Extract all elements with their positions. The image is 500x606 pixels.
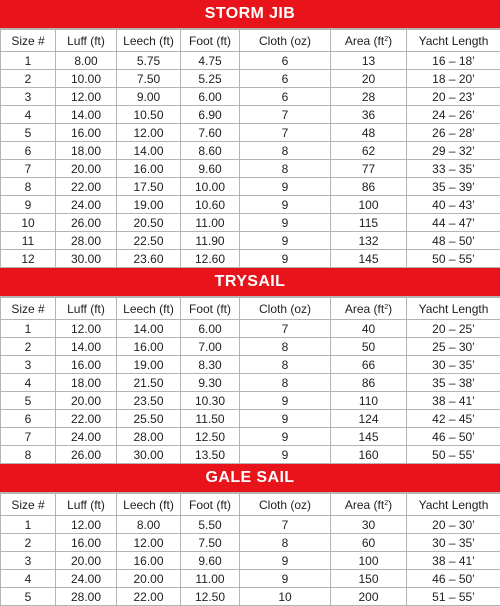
column-header xyxy=(331,30,407,52)
area-unit-exponent: 2 xyxy=(384,304,388,311)
table-cell: 8 xyxy=(1,446,56,464)
table-cell: 14.00 xyxy=(56,106,117,124)
header-row xyxy=(1,298,500,320)
table-cell: 24 – 26’ xyxy=(407,106,500,124)
column-header-label: Luff (ft) xyxy=(67,34,105,48)
column-header-label: Foot (ft) xyxy=(189,34,231,48)
table-cell: 5.75 xyxy=(117,52,181,70)
table-cell: 86 xyxy=(331,178,407,196)
table-cell: 132 xyxy=(331,232,407,250)
table-cell: 7 xyxy=(1,160,56,178)
table-cell: 50 – 55’ xyxy=(407,250,500,268)
table-cell: 6 xyxy=(1,410,56,428)
table-cell: 7 xyxy=(240,516,331,534)
column-header xyxy=(407,298,500,320)
table-row xyxy=(1,534,500,552)
table-cell: 12.00 xyxy=(117,534,181,552)
table-cell: 145 xyxy=(331,250,407,268)
column-header xyxy=(407,30,500,52)
table-cell: 23.50 xyxy=(117,392,181,410)
column-header-label: Cloth (oz) xyxy=(259,34,311,48)
table-cell: 21.50 xyxy=(117,374,181,392)
table-row xyxy=(1,178,500,196)
table-cell: 22.00 xyxy=(56,410,117,428)
table-cell: 17.50 xyxy=(117,178,181,196)
table-cell: 23.60 xyxy=(117,250,181,268)
table-cell: 7 xyxy=(240,320,331,338)
table-cell: 62 xyxy=(331,142,407,160)
table-cell: 30 xyxy=(331,516,407,534)
table-cell: 24.00 xyxy=(56,570,117,588)
table-row xyxy=(1,516,500,534)
table-cell: 11.90 xyxy=(181,232,240,250)
table-cell: 24.00 xyxy=(56,196,117,214)
table-cell: 9 xyxy=(240,392,331,410)
column-header-label: Leech (ft) xyxy=(123,498,174,512)
table-cell: 16.00 xyxy=(117,160,181,178)
column-header xyxy=(181,30,240,52)
table-cell: 12.00 xyxy=(56,516,117,534)
table-cell: 26.00 xyxy=(56,214,117,232)
table-cell: 6 xyxy=(1,142,56,160)
table-row xyxy=(1,552,500,570)
column-header-label: Yacht Length xyxy=(419,302,489,316)
table-cell: 35 – 39’ xyxy=(407,178,500,196)
column-header xyxy=(56,298,117,320)
column-header xyxy=(117,494,181,516)
area-unit-close-paren: ) xyxy=(388,498,392,512)
table-cell: 8.30 xyxy=(181,356,240,374)
table-row xyxy=(1,106,500,124)
table-cell: 28.00 xyxy=(117,428,181,446)
table-row xyxy=(1,570,500,588)
table-cell: 12.00 xyxy=(56,320,117,338)
table-cell: 6.90 xyxy=(181,106,240,124)
table-cell: 8 xyxy=(240,338,331,356)
table-cell: 20 xyxy=(331,70,407,88)
table-cell: 18.00 xyxy=(56,374,117,392)
column-header-label: Yacht Length xyxy=(419,34,489,48)
table-row xyxy=(1,124,500,142)
table-cell: 8 xyxy=(240,374,331,392)
table-cell: 20 – 30’ xyxy=(407,516,500,534)
table-cell: 19.00 xyxy=(117,356,181,374)
column-header-label: Cloth (oz) xyxy=(259,302,311,316)
table-cell: 20 – 25’ xyxy=(407,320,500,338)
table-cell: 16.00 xyxy=(117,552,181,570)
table-cell: 124 xyxy=(331,410,407,428)
table-cell: 8 xyxy=(240,356,331,374)
table-cell: 12.50 xyxy=(181,428,240,446)
column-header-label: Area (ft xyxy=(345,34,384,48)
table-cell: 6 xyxy=(240,52,331,70)
column-header xyxy=(1,494,56,516)
column-header xyxy=(56,30,117,52)
table-cell: 11 xyxy=(1,232,56,250)
column-header xyxy=(1,30,56,52)
table-cell: 160 xyxy=(331,446,407,464)
column-header-label: Luff (ft) xyxy=(67,302,105,316)
table-cell: 20.50 xyxy=(117,214,181,232)
table-cell: 10.00 xyxy=(56,70,117,88)
table-cell: 86 xyxy=(331,374,407,392)
table-cell: 40 – 43’ xyxy=(407,196,500,214)
table-cell: 6.00 xyxy=(181,320,240,338)
table-cell: 35 – 38’ xyxy=(407,374,500,392)
table-cell: 7 xyxy=(240,106,331,124)
table-cell: 8 xyxy=(240,142,331,160)
table-cell: 60 xyxy=(331,534,407,552)
table-cell: 4 xyxy=(1,374,56,392)
section-title-storm-jib: STORM JIB xyxy=(0,0,500,29)
table-cell: 14.00 xyxy=(56,338,117,356)
table-row xyxy=(1,70,500,88)
column-header xyxy=(240,30,331,52)
area-unit-close-paren: ) xyxy=(388,302,392,316)
table-cell: 36 xyxy=(331,106,407,124)
table-cell: 9 xyxy=(240,232,331,250)
table-cell: 20.00 xyxy=(56,552,117,570)
table-cell: 9 xyxy=(1,196,56,214)
column-header-label: Size # xyxy=(11,498,44,512)
column-header-label: Yacht Length xyxy=(419,498,489,512)
table-cell: 10.00 xyxy=(181,178,240,196)
table-cell: 9 xyxy=(240,570,331,588)
table-row xyxy=(1,392,500,410)
table-cell: 19.00 xyxy=(117,196,181,214)
table-cell: 10 xyxy=(240,588,331,606)
table-cell: 6 xyxy=(240,70,331,88)
column-header xyxy=(117,30,181,52)
table-cell: 38 – 41’ xyxy=(407,392,500,410)
table-row xyxy=(1,142,500,160)
spec-table-gale-sail xyxy=(0,493,500,606)
section-title-trysail: TRYSAIL xyxy=(0,268,500,297)
table-row xyxy=(1,88,500,106)
column-header xyxy=(240,298,331,320)
table-cell: 9 xyxy=(240,178,331,196)
table-cell: 46 – 50’ xyxy=(407,570,500,588)
table-cell: 2 xyxy=(1,534,56,552)
table-cell: 7.60 xyxy=(181,124,240,142)
table-cell: 7 xyxy=(240,124,331,142)
table-row xyxy=(1,196,500,214)
table-row xyxy=(1,338,500,356)
column-header-label: Size # xyxy=(11,34,44,48)
table-cell: 9.00 xyxy=(117,88,181,106)
table-cell: 18 – 20’ xyxy=(407,70,500,88)
table-cell: 10 xyxy=(1,214,56,232)
column-header xyxy=(1,298,56,320)
table-cell: 20 – 23’ xyxy=(407,88,500,106)
area-unit-close-paren: ) xyxy=(388,34,392,48)
table-cell: 25.50 xyxy=(117,410,181,428)
column-header-label: Cloth (oz) xyxy=(259,498,311,512)
table-cell: 10.60 xyxy=(181,196,240,214)
table-cell: 33 – 35’ xyxy=(407,160,500,178)
table-cell: 48 – 50’ xyxy=(407,232,500,250)
table-cell: 9 xyxy=(240,428,331,446)
table-row xyxy=(1,160,500,178)
table-cell: 29 – 32’ xyxy=(407,142,500,160)
table-cell: 7.00 xyxy=(181,338,240,356)
table-row xyxy=(1,410,500,428)
table-cell: 51 – 55’ xyxy=(407,588,500,606)
table-cell: 7.50 xyxy=(117,70,181,88)
table-cell: 8 xyxy=(240,534,331,552)
table-cell: 115 xyxy=(331,214,407,232)
column-header-label: Foot (ft) xyxy=(189,302,231,316)
table-cell: 5 xyxy=(1,124,56,142)
table-cell: 9.60 xyxy=(181,160,240,178)
column-header-label: Area (ft xyxy=(345,302,384,316)
table-cell: 11.50 xyxy=(181,410,240,428)
table-cell: 4 xyxy=(1,570,56,588)
table-cell: 25 – 30’ xyxy=(407,338,500,356)
column-header xyxy=(56,494,117,516)
area-unit-exponent: 2 xyxy=(384,500,388,507)
table-row xyxy=(1,356,500,374)
column-header-label: Area (ft xyxy=(345,498,384,512)
table-cell: 9.60 xyxy=(181,552,240,570)
table-cell: 11.00 xyxy=(181,570,240,588)
table-cell: 3 xyxy=(1,88,56,106)
table-cell: 4 xyxy=(1,106,56,124)
table-cell: 5 xyxy=(1,588,56,606)
spec-table-storm-jib xyxy=(0,29,500,268)
table-cell: 2 xyxy=(1,70,56,88)
table-cell: 16.00 xyxy=(117,338,181,356)
table-cell: 8 xyxy=(240,160,331,178)
table-cell: 12.00 xyxy=(56,88,117,106)
table-cell: 8.00 xyxy=(117,516,181,534)
column-header-label: Leech (ft) xyxy=(123,34,174,48)
table-cell: 1 xyxy=(1,320,56,338)
table-cell: 14.00 xyxy=(117,320,181,338)
table-cell: 9 xyxy=(240,196,331,214)
table-cell: 30 – 35’ xyxy=(407,534,500,552)
column-header xyxy=(240,494,331,516)
table-cell: 28 xyxy=(331,88,407,106)
header-row xyxy=(1,30,500,52)
table-cell: 9 xyxy=(240,410,331,428)
column-header-label: Size # xyxy=(11,302,44,316)
table-cell: 12.60 xyxy=(181,250,240,268)
table-cell: 110 xyxy=(331,392,407,410)
column-header-label: Foot (ft) xyxy=(189,498,231,512)
table-cell: 16.00 xyxy=(56,356,117,374)
table-cell: 16.00 xyxy=(56,534,117,552)
table-row xyxy=(1,250,500,268)
column-header xyxy=(407,494,500,516)
table-cell: 3 xyxy=(1,356,56,374)
table-row xyxy=(1,374,500,392)
table-cell: 22.00 xyxy=(117,588,181,606)
table-cell: 28.00 xyxy=(56,588,117,606)
table-cell: 6 xyxy=(240,88,331,106)
table-cell: 13.50 xyxy=(181,446,240,464)
table-cell: 12 xyxy=(1,250,56,268)
table-cell: 46 – 50’ xyxy=(407,428,500,446)
table-cell: 100 xyxy=(331,196,407,214)
table-cell: 24.00 xyxy=(56,428,117,446)
table-cell: 16.00 xyxy=(56,124,117,142)
table-cell: 100 xyxy=(331,552,407,570)
table-cell: 8.60 xyxy=(181,142,240,160)
table-cell: 13 xyxy=(331,52,407,70)
table-cell: 22.50 xyxy=(117,232,181,250)
table-cell: 9 xyxy=(240,552,331,570)
table-cell: 1 xyxy=(1,52,56,70)
table-cell: 4.75 xyxy=(181,52,240,70)
table-cell: 11.00 xyxy=(181,214,240,232)
table-cell: 8 xyxy=(1,178,56,196)
table-row xyxy=(1,232,500,250)
table-cell: 20.00 xyxy=(56,160,117,178)
table-row xyxy=(1,446,500,464)
table-cell: 66 xyxy=(331,356,407,374)
table-cell: 2 xyxy=(1,338,56,356)
area-unit-exponent: 2 xyxy=(384,36,388,43)
table-cell: 14.00 xyxy=(117,142,181,160)
table-row xyxy=(1,214,500,232)
section-title-gale-sail: GALE SAIL xyxy=(0,464,500,493)
table-cell: 26 – 28’ xyxy=(407,124,500,142)
header-row xyxy=(1,494,500,516)
table-cell: 12.50 xyxy=(181,588,240,606)
table-cell: 44 – 47’ xyxy=(407,214,500,232)
table-cell: 20.00 xyxy=(56,392,117,410)
table-cell: 26.00 xyxy=(56,446,117,464)
table-cell: 6.00 xyxy=(181,88,240,106)
column-header-label: Leech (ft) xyxy=(123,302,174,316)
table-cell: 40 xyxy=(331,320,407,338)
table-cell: 38 – 41’ xyxy=(407,552,500,570)
table-cell: 18.00 xyxy=(56,142,117,160)
table-cell: 10.50 xyxy=(117,106,181,124)
table-cell: 20.00 xyxy=(117,570,181,588)
table-cell: 5.25 xyxy=(181,70,240,88)
table-cell: 3 xyxy=(1,552,56,570)
table-cell: 9 xyxy=(240,446,331,464)
table-cell: 200 xyxy=(331,588,407,606)
table-cell: 9 xyxy=(240,214,331,232)
table-row xyxy=(1,320,500,338)
table-cell: 9 xyxy=(240,250,331,268)
table-cell: 22.00 xyxy=(56,178,117,196)
table-cell: 50 – 55’ xyxy=(407,446,500,464)
column-header xyxy=(331,494,407,516)
table-row xyxy=(1,428,500,446)
table-cell: 9.30 xyxy=(181,374,240,392)
table-cell: 8.00 xyxy=(56,52,117,70)
column-header xyxy=(181,494,240,516)
table-cell: 28.00 xyxy=(56,232,117,250)
column-header xyxy=(331,298,407,320)
column-header-label: Luff (ft) xyxy=(67,498,105,512)
table-cell: 145 xyxy=(331,428,407,446)
table-cell: 1 xyxy=(1,516,56,534)
table-cell: 48 xyxy=(331,124,407,142)
table-cell: 50 xyxy=(331,338,407,356)
table-cell: 12.00 xyxy=(117,124,181,142)
table-cell: 7.50 xyxy=(181,534,240,552)
table-cell: 42 – 45’ xyxy=(407,410,500,428)
column-header xyxy=(117,298,181,320)
table-cell: 30.00 xyxy=(117,446,181,464)
table-cell: 30.00 xyxy=(56,250,117,268)
table-cell: 16 – 18’ xyxy=(407,52,500,70)
table-cell: 5 xyxy=(1,392,56,410)
table-row xyxy=(1,52,500,70)
table-cell: 5.50 xyxy=(181,516,240,534)
table-cell: 7 xyxy=(1,428,56,446)
table-cell: 77 xyxy=(331,160,407,178)
table-cell: 150 xyxy=(331,570,407,588)
spec-table-trysail xyxy=(0,297,500,464)
column-header xyxy=(181,298,240,320)
table-row xyxy=(1,588,500,606)
table-cell: 10.30 xyxy=(181,392,240,410)
table-cell: 30 – 35’ xyxy=(407,356,500,374)
